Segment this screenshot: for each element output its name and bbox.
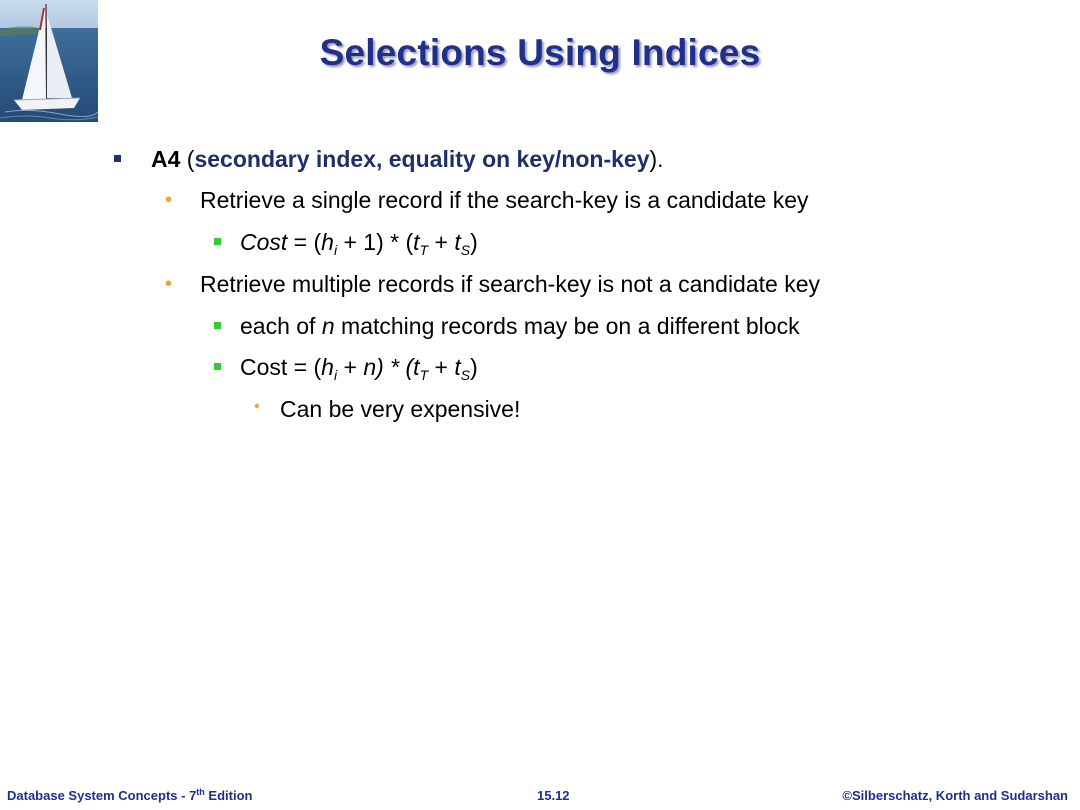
algorithm-description: secondary index, equality on key/non-key (194, 146, 650, 172)
text: matching records may be on a different block (334, 313, 800, 339)
plus: + (337, 354, 364, 380)
plus: + (428, 229, 455, 255)
var-h: h (321, 229, 334, 255)
cost-eq: Cost = ( (240, 354, 322, 380)
paren-close: ) (470, 229, 478, 255)
var-t: t (413, 354, 420, 380)
algorithm-label: A4 (151, 146, 181, 172)
bullet-square-green (214, 238, 221, 245)
footer-sup: th (196, 787, 205, 797)
footer-edition: Edition (204, 788, 253, 803)
bullet-l2-text: Retrieve a single record if the search-key is a candidate key (200, 187, 809, 213)
var-n: n (363, 354, 377, 380)
paren-close: ) (470, 354, 478, 380)
paren-open: ( (180, 146, 195, 172)
var-t: t (454, 354, 461, 380)
plus: + (428, 354, 455, 380)
bullet-l7-text: Can be very expensive! (280, 396, 521, 422)
sub-T: T (419, 367, 429, 383)
bullet-l6-text (240, 354, 478, 383)
bullet-square-green (214, 363, 221, 370)
sub-T: T (419, 242, 429, 258)
plus-one: + 1) * ( (337, 229, 414, 255)
var-t: t (413, 229, 420, 255)
var-h: h (321, 354, 334, 380)
var-n: n (321, 313, 335, 339)
slide-number: 15.12 (537, 788, 570, 803)
sub-i: i (333, 242, 338, 258)
eq-open: = ( (287, 229, 322, 255)
bullet-dot: • (165, 189, 173, 211)
sub-i: i (333, 367, 338, 383)
footer-right: ©Silberschatz, Korth and Sudarshan (842, 788, 1068, 803)
cost-word: Cost (240, 229, 288, 255)
sub-S: S (460, 367, 471, 383)
var-t: t (454, 229, 461, 255)
paren-close: ). (649, 146, 664, 172)
bullet-square-green (214, 322, 221, 329)
bullet-l3-text (240, 229, 478, 258)
bullet-square (114, 155, 121, 162)
sub-S: S (460, 242, 471, 258)
bullet-l1-text (151, 148, 664, 171)
slide-title: Selections Using Indices (319, 32, 761, 73)
footer-book: Database System Concepts - 7 (7, 788, 197, 803)
bullet-l4-text: Retrieve multiple records if search-key is not a candidate key (200, 271, 821, 297)
mult: ) * ( (376, 354, 414, 380)
bullet-dot: • (254, 398, 260, 415)
text: each of (240, 313, 322, 339)
bullet-dot: • (165, 273, 173, 295)
bullet-l5-text (240, 315, 800, 338)
footer-left (7, 789, 252, 802)
